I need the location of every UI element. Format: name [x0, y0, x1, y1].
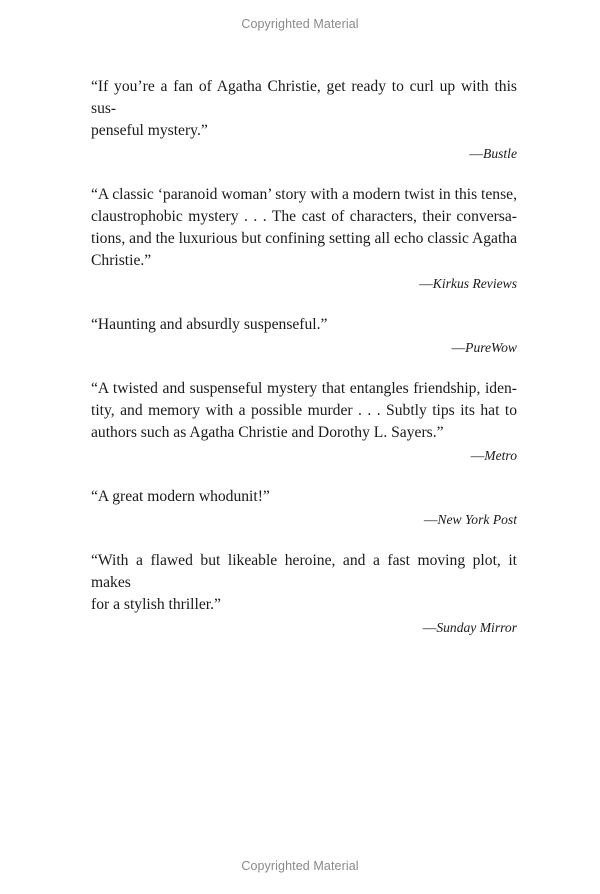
quote-line: authors such as Agatha Christie and Dorothy L. Sayers.” — [91, 424, 444, 441]
attribution-source: Metro — [484, 448, 517, 463]
attribution-dash: — — [451, 340, 466, 355]
quote-line: Christie.” — [91, 252, 152, 269]
watermark-bottom: Copyrighted Material — [241, 859, 359, 873]
attribution-source: Sunday Mirror — [436, 620, 517, 635]
blurb-sunday-mirror — [91, 550, 517, 638]
quote-line: for a stylish thriller.” — [91, 596, 221, 613]
quote-line: penseful mystery.” — [91, 122, 208, 139]
blurb-purewow — [91, 314, 517, 358]
blurb-attribution — [91, 446, 517, 466]
quote-line: “If you’re a fan of Agatha Christie, get ready to curl up with this sus- — [91, 78, 517, 117]
blurb-attribution — [91, 144, 517, 164]
attribution-source: New York Post — [437, 512, 517, 527]
quote-line: “A classic ‘paranoid woman’ story with a modern twist in this tense, — [91, 186, 517, 203]
blurb-attribution — [91, 274, 517, 294]
blurb-bustle — [91, 76, 517, 164]
blurb-quote — [91, 378, 517, 444]
blurb-quote — [91, 184, 517, 272]
quote-line: claustrophobic mystery . . . The cast of characters, their conversa- — [91, 208, 517, 225]
praise-blurbs — [91, 76, 517, 658]
quote-line: “A twisted and suspenseful mystery that entangles friendship, iden- — [91, 380, 517, 397]
attribution-source: Kirkus Reviews — [432, 276, 517, 291]
attribution-dash: — — [423, 512, 438, 527]
attribution-dash: — — [422, 620, 437, 635]
blurb-quote — [91, 550, 517, 616]
attribution-dash: — — [470, 448, 485, 463]
attribution-dash: — — [419, 276, 433, 291]
blurb-kirkus — [91, 184, 517, 294]
attribution-dash: — — [469, 146, 484, 161]
attribution-source: Bustle — [483, 146, 517, 161]
blurb-quote — [91, 76, 517, 142]
quote-line: tions, and the luxurious but confining setting all echo classic Agatha — [91, 230, 517, 247]
blurb-quote — [91, 314, 517, 336]
blurb-new-york-post — [91, 486, 517, 530]
quote-line: tity, and memory with a possible murder . . . Subtly tips its hat to — [91, 402, 517, 419]
blurb-attribution — [91, 510, 517, 530]
blurb-attribution — [91, 618, 517, 638]
blurb-quote — [91, 486, 517, 508]
quote-line: “A great modern whodunit!” — [91, 488, 270, 505]
blurb-metro — [91, 378, 517, 466]
attribution-source: PureWow — [465, 340, 517, 355]
watermark-top: Copyrighted Material — [241, 17, 359, 31]
blurb-attribution — [91, 338, 517, 358]
quote-line: “Haunting and absurdly suspenseful.” — [91, 316, 328, 333]
quote-line: “With a flawed but likeable heroine, and a fast moving plot, it makes — [91, 552, 517, 591]
